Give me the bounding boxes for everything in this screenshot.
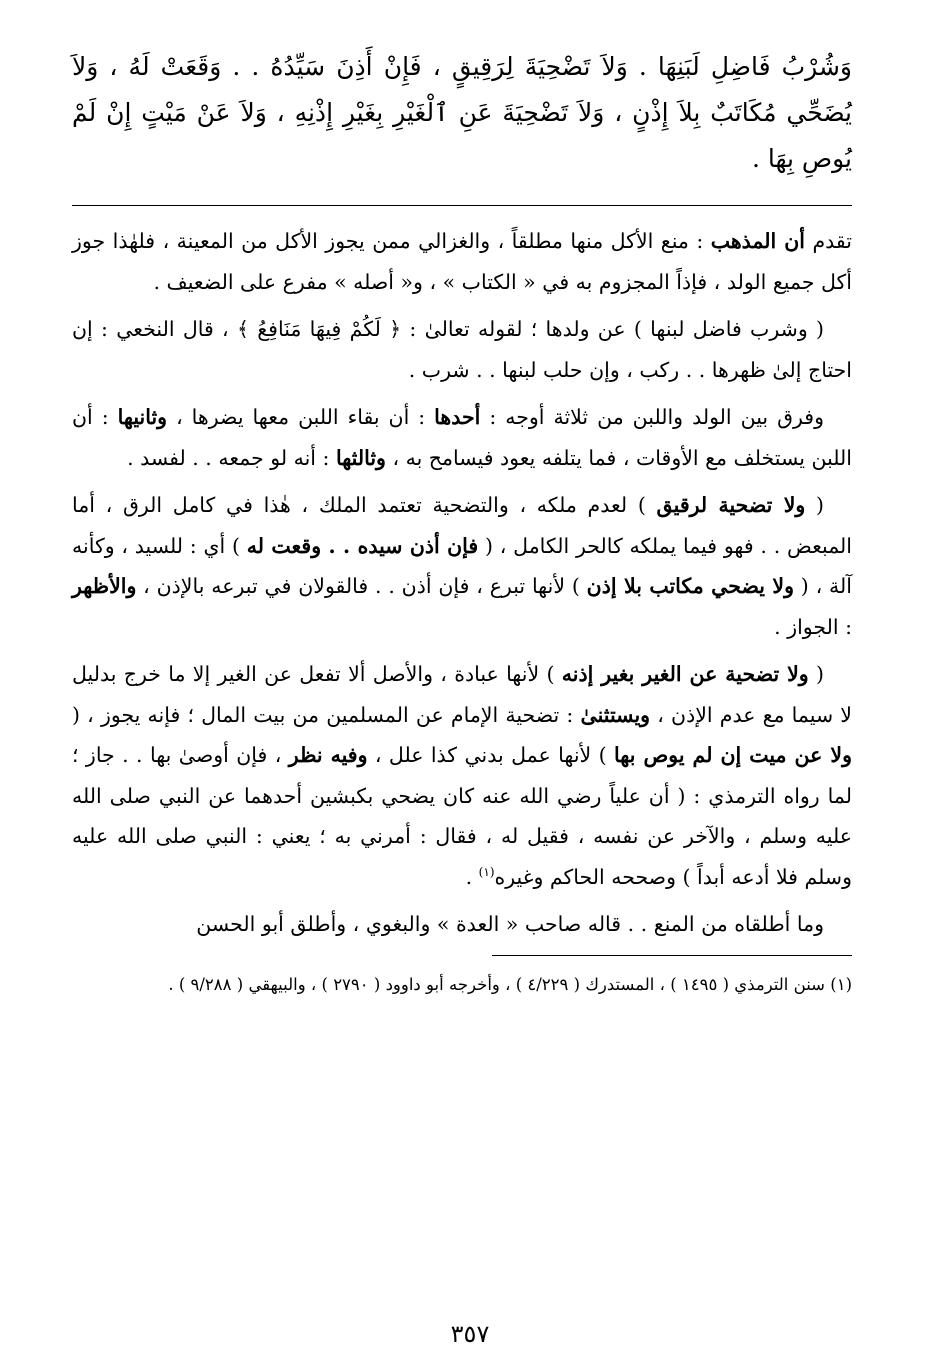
bold-term: ولا يضحي مكاتب بلا إذن (586, 574, 794, 598)
text: ( (805, 493, 824, 517)
matn-text: وَشُرْبُ فَاضِلِ لَبَنِهَا . وَلاَ تَضْحِيَةَ لِرَقِيقٍ ، فَإِنْ أَذِنَ سَيِّدُهُ . . وَقَعَتْ لَهُ ، وَلاَ يُضَحِّي مُكَاتَبٌ بِلاَ إِذْنٍ ، وَلاَ تَضْحِيَةَ عَنِ ٱلْغَيْرِ بِغَيْرِ إِذْنِهِ ، وَلاَ عَنْ مَيْتٍ إِنْ لَمْ يُوصِ بِهَا . (72, 52, 852, 173)
bold-term: فإن أذن سيده . . وقعت له (246, 533, 479, 558)
bold-term: وثانيها (117, 405, 168, 429)
text: : الجواز . (774, 614, 852, 639)
text: وما أطلقاه من المنع . . قاله صاحب « العدة » والبغوي ، وأطلق أبو الحسن (196, 912, 824, 936)
footnote-separator (492, 955, 852, 956)
paragraph-3 (72, 397, 852, 478)
text: ) لعدم ملكه ، والتضحية تعتمد الملك ، هٰذا في كامل الرق ، أما المبعض . . فهو فيما يملكه كالحر الكامل ، ( (72, 493, 852, 558)
text: ) لأنها عمل بدني كذا علل ، (367, 743, 615, 767)
bold-term: والأظهر (72, 574, 137, 598)
footnote-ref: (١) (478, 864, 495, 879)
matn-separator (72, 205, 852, 206)
text: . (465, 864, 479, 889)
page-number: ٣٥٧ (450, 1320, 490, 1348)
text: ، فإن أوصىٰ بها . . جاز ؛ لما رواه الترمذي : ( أن علياً رضي الله عنه كان يضحي بكبشين أحدهما عن النبي صلى الله عليه وسلم ، والآخر عن نفسه ، فقيل له ، فقال : أمرني به ؛ يعني : النبي صلى الله عليه وسلم فلا أدعه أبداً ) وصححه الحاكم وغيره (72, 743, 852, 889)
paragraph-4 (72, 485, 852, 647)
text: تقدم (805, 229, 852, 253)
text: ) أي : للسيد ، وكأنه آلة ، ( (72, 533, 852, 598)
text: : منع الأكل منها مطلقاً ، والغزالي ممن يجوز الأكل من المعينة ، فلهٰذا جوز أكل جميع الولد ، فإذاً المجزوم به في « الكتاب » ، و« أصله » مفرع على الضعيف . (72, 229, 852, 294)
text: : تضحية الإمام عن المسلمين من بيت المال ؛ فإنه يجوز ، ( (72, 702, 581, 727)
bold-term: أن المذهب (710, 229, 806, 253)
commentary (72, 221, 852, 945)
text: ( وشرب فاضل لبنها ) عن ولدها ؛ لقوله تعالىٰ : ﴿ لَكُمْ فِيهَا مَنَافِعُ ﴾ ، قال النخعي : إن احتاج إلىٰ ظهرها . . ركب ، وإن حلب لبنها . . شرب . (72, 317, 852, 382)
bold-term: ولا تضحية لرقيق (656, 493, 806, 517)
bold-term: ويستثنىٰ (580, 702, 651, 727)
text: : أن بقاء اللبن معها يضرها ، (167, 405, 435, 429)
text: ) لأنها عبادة ، والأصل ألا تفعل عن الغير إلا ما خرج بدليل لا سيما مع عدم الإذن ، (72, 662, 852, 727)
page-body (72, 44, 852, 999)
text: : أنه لو جمعه . . لفسد . (127, 445, 336, 470)
footnote: (١) سنن الترمذي ( ١٤٩٥ ) ، المستدرك ( ٤/٢٢٩ ) ، وأخرجه أبو داوود ( ٢٧٩٠ ) ، والبيهقي ( ٩/٢٨٨ ) . (168, 974, 852, 994)
paragraph-1 (72, 221, 852, 302)
paragraph-6 (72, 904, 852, 945)
paragraph-5 (72, 654, 852, 897)
paragraph-2 (72, 309, 852, 390)
bold-term: أحدها (434, 405, 481, 429)
text: ) لأنها تبرع ، فإن أذن . . فالقولان في تبرعه بالإذن ، (136, 574, 587, 598)
text: وفرق بين الولد واللبن من ثلاثة أوجه : (480, 405, 824, 429)
text: : أن اللبن يستخلف مع الأوقات ، فما يتلفه يعود فيسامح به ، (72, 405, 852, 470)
text: ( (808, 662, 825, 686)
bold-term: وفيه نظر (288, 743, 368, 767)
bold-term: وثالثها (335, 445, 386, 470)
bold-term: ولا عن ميت إن لم يوص بها (614, 743, 852, 767)
bold-term: ولا تضحية عن الغير بغير إذنه (561, 662, 809, 686)
